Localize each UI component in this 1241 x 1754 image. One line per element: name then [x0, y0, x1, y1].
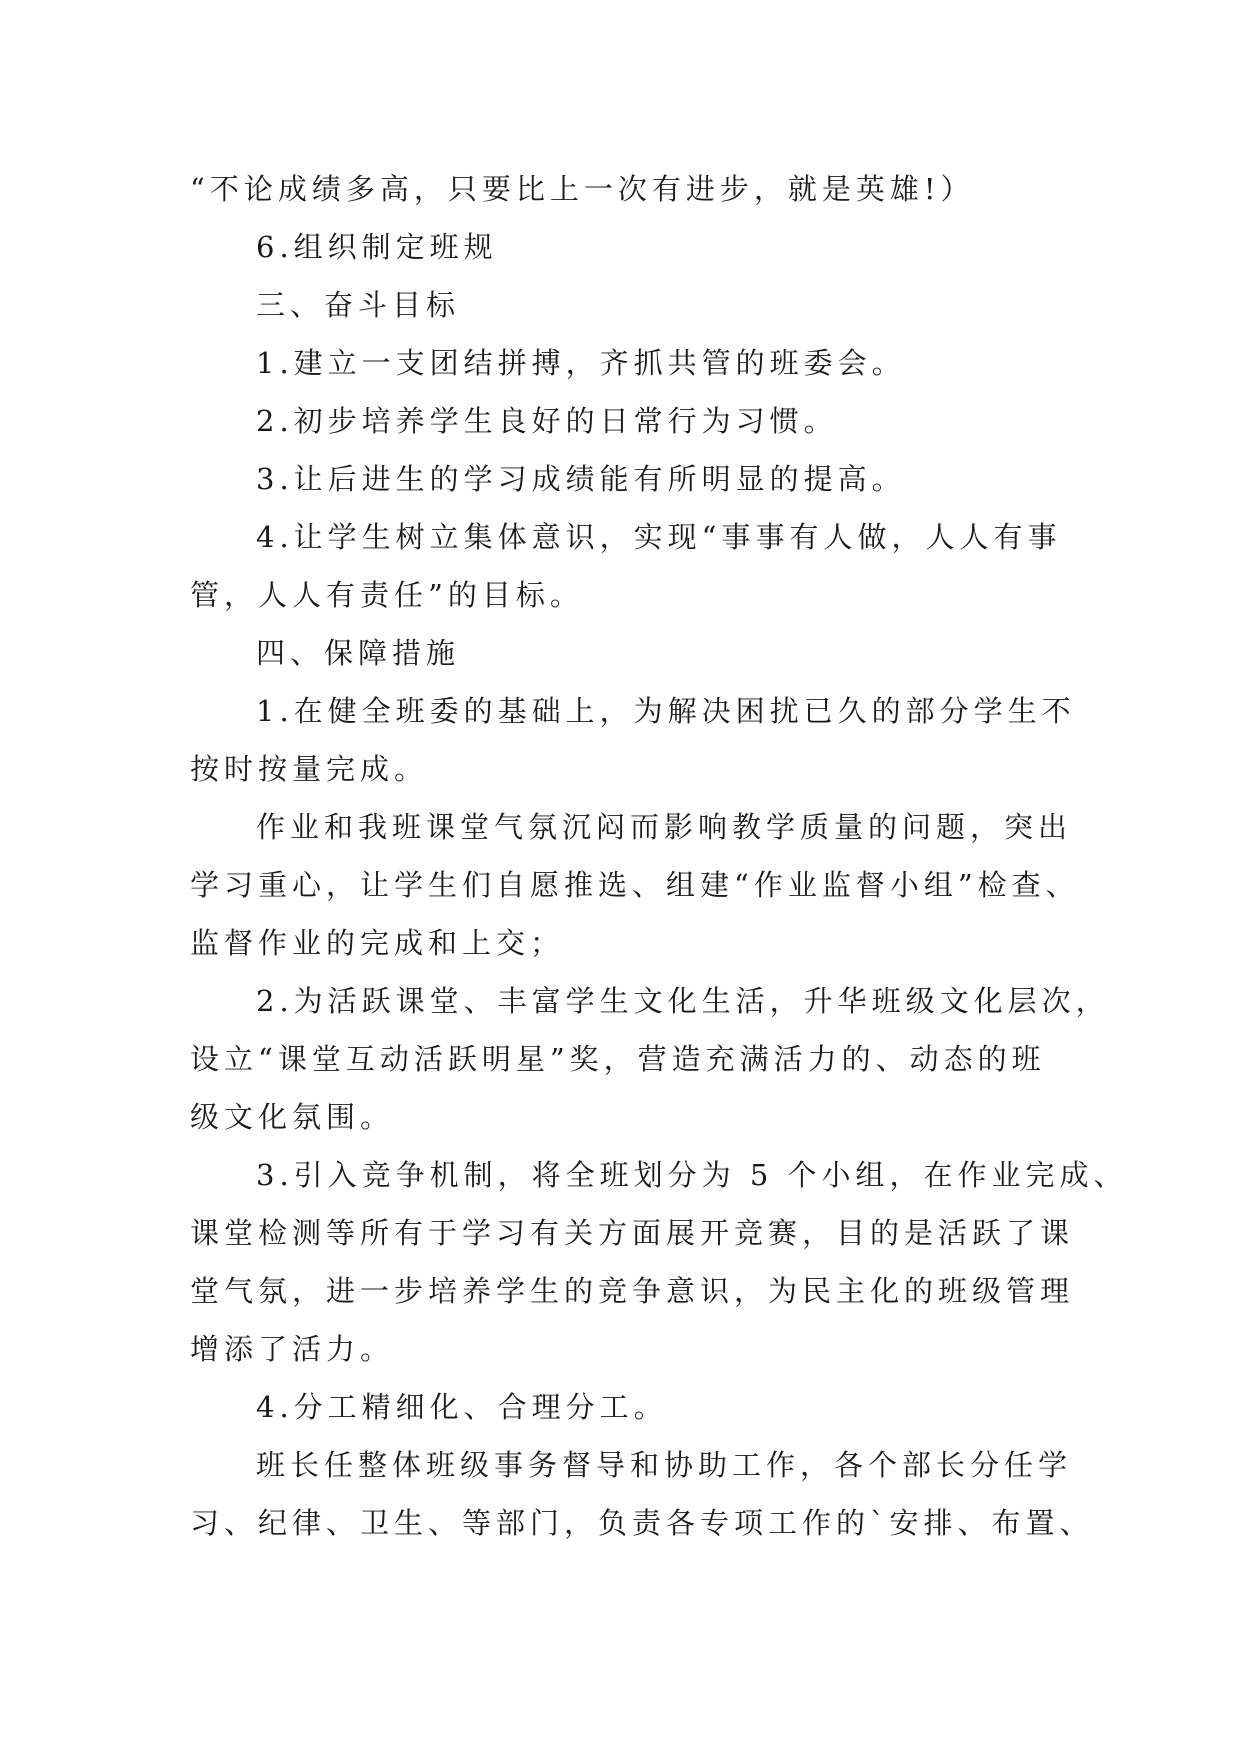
text-line: 监督作业的完成和上交； [190, 926, 565, 960]
text-line: 堂气氛，进一步培养学生的竞争意识，为民主化的班级管理 [190, 1274, 1075, 1308]
text-line: “不论成绩多高，只要比上一次有进步，就是英雄!） [190, 172, 975, 206]
list-item: 4.分工精细化、合理分工。 [256, 1390, 668, 1424]
text-line: 学习重心，让学生们自愿推选、组建“作业监督小组”检查、 [190, 868, 1080, 902]
paragraph-line: 作业和我班课堂气氛沉闷而影响教学质量的问题，突出 [256, 810, 1073, 844]
list-item: 3.让后进生的学习成绩能有所明显的提高。 [256, 462, 906, 496]
text-line: 习、纪律、卫生、等部门，负责各专项工作的`安排、布置、 [190, 1506, 1094, 1540]
text-line: 按时按量完成。 [190, 752, 429, 786]
text-line: 增添了活力。 [190, 1332, 395, 1366]
list-item: 4.让学生树立集体意识，实现“事事有人做，人人有事 [256, 520, 1062, 554]
list-item: 2.为活跃课堂、丰富学生文化生活，升华班级文化层次， [256, 984, 1110, 1018]
text-line: 课堂检测等所有于学习有关方面展开竞赛，目的是活跃了课 [190, 1216, 1075, 1250]
text-line: 设立“课堂互动活跃明星”奖，营造充满活力的、动态的班 [190, 1042, 1046, 1076]
paragraph-line: 班长任整体班级事务督导和协助工作，各个部长分任学 [256, 1448, 1073, 1482]
list-item: 3.引入竞争机制，将全班划分为 5 个小组，在作业完成、 [256, 1158, 1128, 1192]
list-item: 1.在健全班委的基础上，为解决困扰已久的部分学生不 [256, 694, 1076, 728]
list-item: 2.初步培养学生良好的日常行为习惯。 [256, 404, 838, 438]
text-line: 管，人人有责任”的目标。 [190, 578, 584, 612]
section-heading: 四、保障措施 [256, 636, 461, 670]
section-heading: 三、奋斗目标 [256, 288, 461, 322]
text-line: 级文化氛围。 [190, 1100, 395, 1134]
list-item: 1.建立一支团结拼搏，齐抓共管的班委会。 [256, 346, 906, 380]
document-body [190, 160, 1128, 1552]
list-item: 6.组织制定班规 [256, 230, 498, 264]
